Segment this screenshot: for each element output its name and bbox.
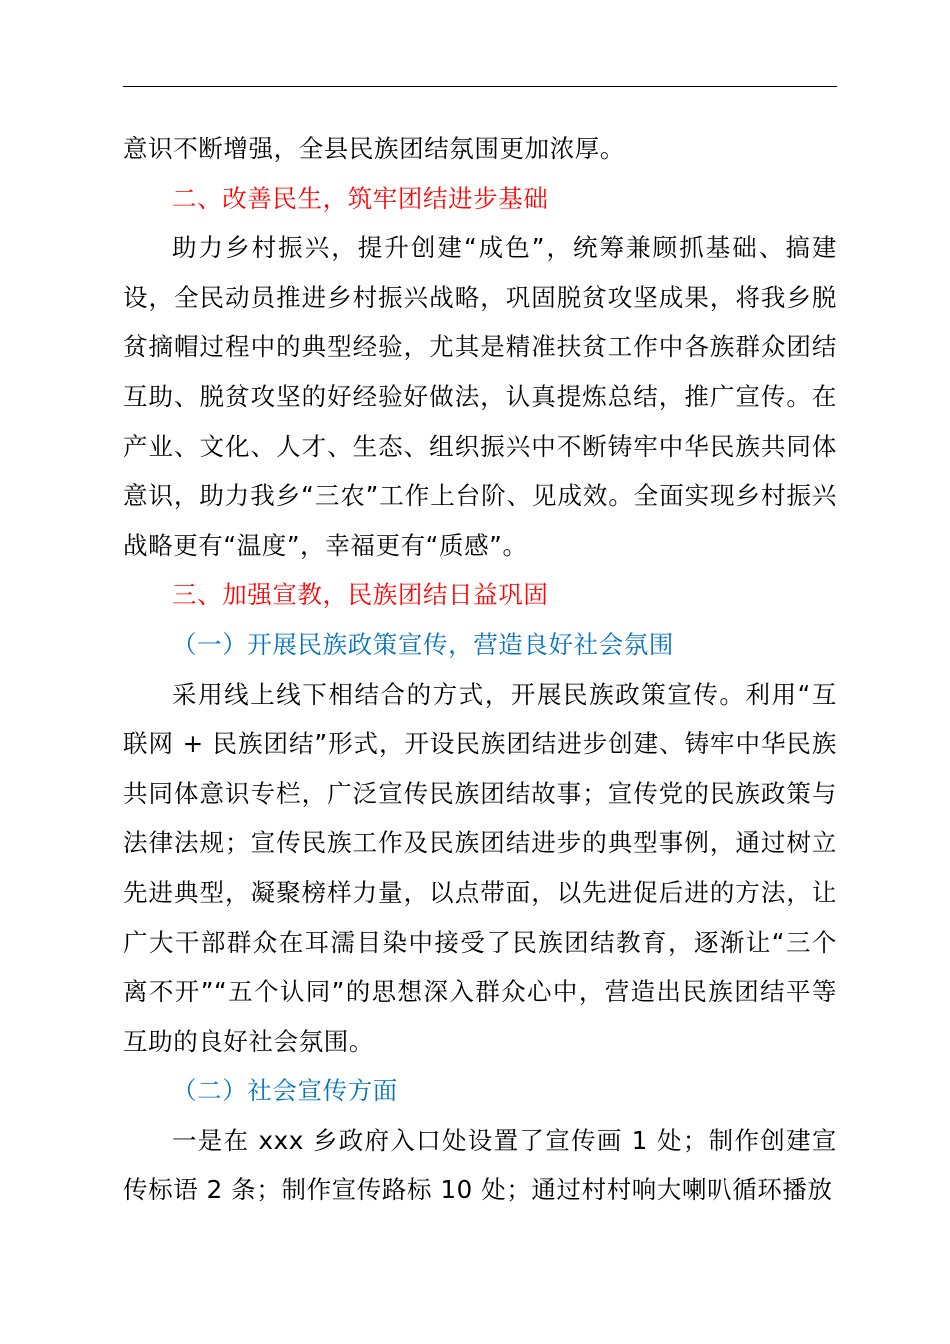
subsection-heading-1: （一）开展民族政策宣传，营造良好社会氛围 bbox=[172, 629, 674, 659]
paragraph-policy-publicity: 采用线上线下相结合的方式，开展民族政策宣传。利用“互联网 + 民族团结”形式，开设民族团结进步创建、铸牢中华民族共同体意识专栏，广泛宣传民族团结故事；宣传党的民族政策与法律法规；宣传民族工作及民族团结进步的典型事例，通过树立先进典型，凝聚榜样力量，以点带面，以先进促后进的方法，让广大干部群众在耳濡目染中接受了民族团结教育，逐渐让“三个离不开”“五个认同”的思想深入群众心中，营造出民族团结平等互助的良好社会氛围。 bbox=[123, 679, 837, 1056]
paragraph-continuation: 意识不断增强，全县民族团结氛围更加浓厚。 bbox=[123, 134, 625, 163]
section-heading-2: 二、改善民生，筑牢团结进步基础 bbox=[172, 183, 549, 213]
subsection-heading-2: （二）社会宣传方面 bbox=[172, 1076, 398, 1106]
paragraph-rural-revitalization: 助力乡村振兴，提升创建“成色”，统筹兼顾抓基础、搞建设，全民动员推进乡村振兴战略，巩固脱贫攻坚成果，将我乡脱贫摘帽过程中的典型经验，尤其是精准扶贫工作中各族群众团结互助、脱贫攻坚的好经验好做法，认真提炼总结，推广宣传。在产业、文化、人才、生态、组织振兴中不断铸牢中华民族共同体意识，助力我乡“三农”工作上台阶、见成效。全面实现乡村振兴战略更有“温度”，幸福更有“质感”。 bbox=[123, 233, 837, 560]
section-heading-3: 三、加强宣教，民族团结日益巩固 bbox=[172, 580, 549, 610]
document-body bbox=[123, 124, 837, 1215]
paragraph-social-publicity: 一是在 xxx 乡政府入口处设置了宣传画 1 处；制作创建宣传标语 2 条；制作宣传路标 10 处；通过村村响大喇叭循环播放 bbox=[123, 1125, 837, 1205]
header-rule bbox=[123, 86, 837, 87]
